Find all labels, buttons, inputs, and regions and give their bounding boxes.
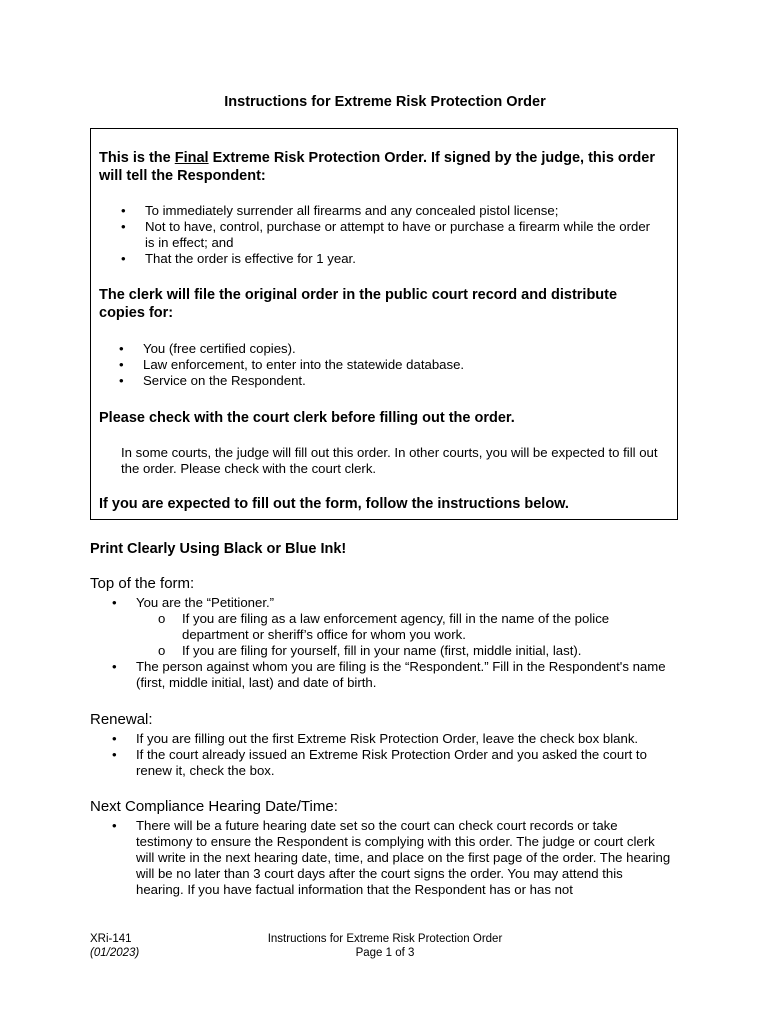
footer-center — [0, 932, 770, 960]
next-hearing-list — [112, 818, 672, 898]
form-id: XRi-141 — [90, 933, 132, 945]
list-item — [119, 357, 649, 373]
bullet-icon: • — [112, 747, 117, 762]
page-number: Page 1 of 3 — [355, 947, 415, 959]
list-item — [121, 219, 651, 251]
list-item — [121, 203, 651, 219]
list-item — [112, 818, 672, 898]
bullet-icon: • — [119, 357, 124, 372]
list-item — [119, 341, 649, 357]
print-clearly-heading: Print Clearly Using Black or Blue Ink! — [90, 541, 347, 557]
bullet-icon: • — [112, 818, 117, 833]
bullet-icon: • — [119, 373, 124, 388]
list-item — [112, 595, 672, 659]
list-item-text: There will be a future hearing date set so the court can check court records or take testimony to ensure the Respondent is complying with this order. The judge or court clerk will write in the next hearing date, time, and place on the first page of the order. The hearing will be no later than 3 court days after the court signs the order. You may attend this hearing. If you have factual information that the Respondent has or has not — [136, 818, 671, 897]
summary-box — [90, 128, 678, 520]
list-item — [121, 251, 651, 267]
list-item — [112, 659, 672, 691]
renewal-list — [112, 731, 672, 779]
list-item-text: If you are filling out the first Extreme Risk Protection Order, leave the check box blank. — [136, 731, 639, 746]
form-date: (01/2023) — [90, 947, 140, 959]
circle-bullet-icon: o — [158, 643, 166, 658]
list-item-text: You (free certified copies). — [143, 341, 296, 356]
list-item — [112, 731, 672, 747]
sub-list-item — [136, 643, 672, 659]
bullet-icon: • — [121, 219, 126, 234]
bullet-icon: • — [112, 659, 117, 674]
box-heading-fill-out: If you are expected to fill out the form, follow the instructions below. — [99, 496, 569, 512]
next-hearing-heading: Next Compliance Hearing Date/Time: — [90, 798, 338, 815]
list-item-text: Not to have, control, purchase or attempt to have or purchase a firearm while the order is in effect; and — [145, 219, 651, 250]
sub-list-item-text: If you are filing for yourself, fill in your name (first, middle initial, last). — [182, 643, 582, 658]
list-item-text: Law enforcement, to enter into the statewide database. — [143, 357, 465, 372]
respondent-orders-list — [121, 203, 651, 267]
list-item — [112, 747, 672, 779]
renewal-heading: Renewal: — [90, 711, 153, 728]
copies-list — [119, 341, 649, 389]
clerk-note: In some courts, the judge will fill out this order. In other courts, you will be expected to fill out the order. Please check with the court clerk. — [121, 445, 658, 476]
heading-text: This is the — [99, 150, 175, 166]
circle-bullet-icon: o — [158, 611, 166, 626]
list-item — [119, 373, 649, 389]
bullet-icon: • — [112, 731, 117, 746]
list-item-text: You are the “Petitioner.” — [136, 595, 275, 610]
list-item-text: The person against whom you are filing is the “Respondent.” Fill in the Respondent's name (first, middle initial, last) and date of birth. — [136, 659, 666, 690]
top-of-form-heading: Top of the form: — [90, 575, 195, 592]
sub-list-item-text: If you are filing as a law enforcement agency, fill in the name of the police department or sheriff’s office for whom you work. — [182, 611, 610, 642]
list-item-text: Service on the Respondent. — [143, 373, 306, 388]
list-item-text: To immediately surrender all firearms and any concealed pistol license; — [145, 203, 559, 218]
petitioner-sub-list — [136, 611, 672, 659]
bullet-icon: • — [119, 341, 124, 356]
bullet-icon: • — [121, 251, 126, 266]
list-item-text: That the order is effective for 1 year. — [145, 251, 356, 266]
heading-final-emphasis: Final — [174, 150, 209, 166]
box-heading-check-clerk: Please check with the court clerk before filling out the order. — [99, 410, 515, 426]
footer-title: Instructions for Extreme Risk Protection Order — [267, 933, 503, 945]
box-heading-clerk-copies: The clerk will file the original order in the public court record and distribute copies for: — [99, 287, 618, 321]
list-item-text: If the court already issued an Extreme Risk Protection Order and you asked the court to renew it, check the box. — [136, 747, 647, 778]
bullet-icon: • — [112, 595, 117, 610]
top-of-form-list — [112, 595, 672, 691]
box-heading-final-order — [99, 149, 659, 185]
heading-text: Extreme Risk Protection Order. If signed by the judge, this order will tell the Respondent: — [99, 150, 655, 184]
bullet-icon: • — [121, 203, 126, 218]
document-title: Instructions for Extreme Risk Protection Order — [224, 94, 546, 110]
sub-list-item — [136, 611, 672, 643]
